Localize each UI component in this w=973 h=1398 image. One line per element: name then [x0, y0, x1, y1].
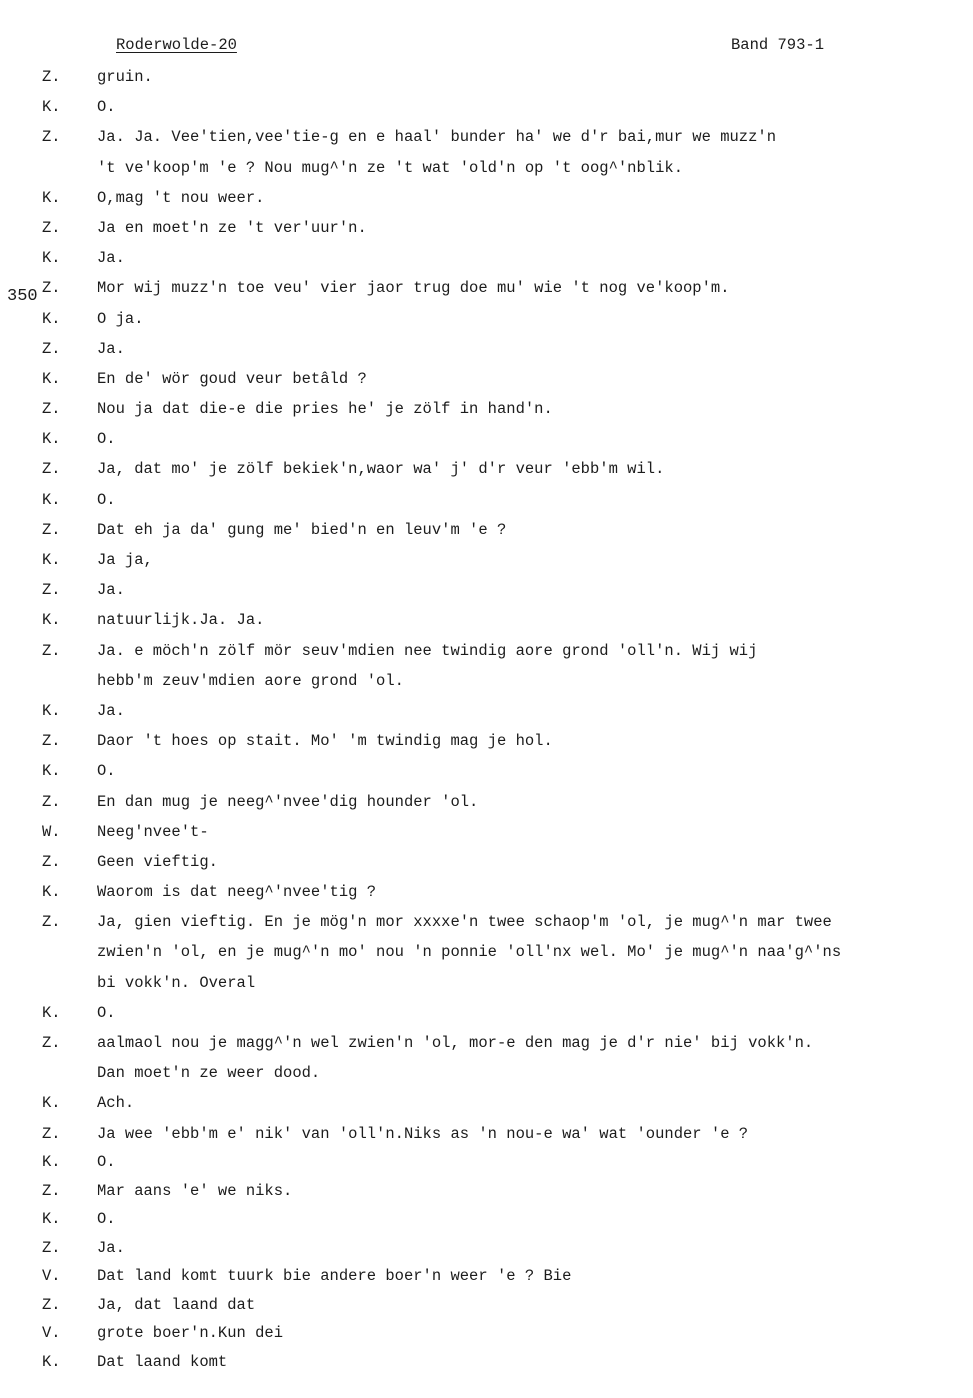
speaker-label: K. [42, 249, 61, 268]
transcript-line [0, 247, 973, 277]
speaker-label: Z. [42, 339, 61, 358]
speaker-label: Z. [42, 1181, 61, 1200]
speaker-label: K. [42, 701, 61, 720]
transcript-line [0, 640, 973, 670]
transcript-line [0, 549, 973, 579]
speaker-label: K. [42, 1210, 61, 1229]
speaker-label: K. [42, 1094, 61, 1113]
transcript-line [0, 579, 973, 609]
speaker-label: K. [42, 309, 61, 328]
transcript-line [0, 1208, 973, 1237]
transcript-line [0, 458, 973, 488]
utterance-text: Daor 't hoes op stait. Mo' 'm twindig mag je hol. [97, 732, 553, 751]
utterance-text: Geen vieftig. [97, 852, 218, 871]
transcript-line [0, 760, 973, 790]
utterance-text: Ja, gien vieftig. En je mög'n mor xxxxe'n twee schaop'm 'ol, je mug^'n mar twee [97, 913, 832, 932]
utterance-text: O. [97, 1153, 116, 1172]
speaker-label: Z. [42, 1295, 61, 1314]
utterance-text: En de' wör goud veur betâld ? [97, 369, 367, 388]
transcript-line [0, 1237, 973, 1266]
speaker-label: Z. [42, 218, 61, 237]
utterance-text: Ach. [97, 1094, 135, 1113]
transcript-line [0, 791, 973, 821]
utterance-text: O. [97, 762, 116, 781]
transcript-line [0, 1032, 973, 1062]
transcript-line [0, 881, 973, 911]
transcript-line [0, 308, 973, 338]
speaker-label: Z. [42, 520, 61, 539]
speaker-label: Z. [42, 1034, 61, 1052]
utterance-text: Ja wee 'ebb'm e' nik' van 'oll'n.Niks as 'n nou-e wa' wat 'ounder 'e ? [97, 1124, 749, 1143]
transcript-line [0, 126, 973, 156]
speaker-label: Z. [42, 128, 61, 147]
transcript-lines [0, 66, 973, 1379]
speaker-label: K. [42, 551, 61, 569]
speaker-label: K. [42, 611, 61, 630]
utterance-text: Dat laand komt [97, 1352, 228, 1371]
speaker-label: K. [42, 490, 61, 509]
utterance-text: Ja. Ja. Vee'tien,vee'tie-g en e haal' bunder ha' we d'r bai,mur we muzz'n [97, 128, 777, 147]
speaker-label: K. [42, 1153, 61, 1172]
utterance-text: Ja ja, [97, 551, 153, 569]
transcript-line [0, 66, 973, 96]
utterance-text: hebb'm zeuv'mdien aore grond 'ol. [97, 671, 404, 690]
utterance-text: Dan moet'n ze weer dood. [97, 1064, 321, 1083]
transcript-line [0, 730, 973, 760]
transcript-line [0, 519, 973, 549]
speaker-label: Z. [42, 279, 61, 298]
utterance-text: zwien'n 'ol, en je mug^'n mo' nou 'n ponnie 'oll'nx wel. Mo' je mug^'n naa'g^'ns [97, 943, 842, 962]
utterance-text: grote boer'n.Kun dei [97, 1324, 284, 1343]
utterance-text: O. [97, 98, 116, 117]
transcript-line [0, 911, 973, 941]
speaker-label: K. [42, 98, 61, 117]
transcript-line [0, 1002, 973, 1032]
speaker-label: V. [42, 1267, 61, 1286]
utterance-text: O. [97, 1210, 116, 1229]
speaker-label: V. [42, 1324, 61, 1343]
utterance-text: aalmaol nou je magg^'n wel zwien'n 'ol, mor-e den mag je d'r nie' bij vokk'n. [97, 1034, 814, 1052]
band-number: Band 793-1 [731, 36, 825, 54]
transcript-line [0, 1294, 973, 1323]
page-header [0, 36, 973, 60]
utterance-text: gruin. [97, 68, 153, 86]
utterance-text: bi vokk'n. Overal [97, 973, 256, 992]
transcript-line [0, 489, 973, 519]
transcript-line [0, 428, 973, 458]
transcript-line [0, 1123, 973, 1152]
utterance-text: O ja. [97, 309, 144, 328]
utterance-text: 't ve'koop'm 'e ? Nou mug^'n ze 't wat 'old'n op 't oog^'nblik. [97, 158, 683, 177]
speaker-label: Z. [42, 913, 61, 932]
transcript-line [0, 609, 973, 639]
utterance-text: O,mag 't nou weer. [97, 188, 265, 207]
utterance-text: Ja, dat laand dat [97, 1295, 256, 1314]
utterance-text: Ja. e möch'n zölf mör seuv'mdien nee twindig aore grond 'oll'n. Wij wij [97, 641, 758, 660]
speaker-label: W. [42, 822, 61, 841]
utterance-text: Ja, dat mo' je zölf bekiek'n,waor wa' j' d'r veur 'ebb'm wil. [97, 460, 665, 479]
transcript-line [0, 368, 973, 398]
speaker-label: K. [42, 762, 61, 781]
utterance-text: Neeg'nvee't- [97, 822, 209, 841]
speaker-label: K. [42, 430, 61, 449]
speaker-label: K. [42, 369, 61, 388]
utterance-text: Mar aans 'e' we niks. [97, 1181, 293, 1200]
speaker-label: Z. [42, 1124, 61, 1143]
utterance-text: Waorom is dat neeg^'nvee'tig ? [97, 883, 377, 902]
transcript-line [0, 821, 973, 851]
utterance-text: Ja. [97, 701, 125, 720]
transcript-line [0, 96, 973, 126]
speaker-label: Z. [42, 732, 61, 751]
transcript-line [0, 670, 973, 700]
utterance-text: O. [97, 430, 116, 449]
document-title: Roderwolde-20 [116, 36, 237, 54]
utterance-text: Ja. [97, 339, 125, 358]
speaker-label: Z. [42, 792, 61, 811]
transcript-line [0, 1151, 973, 1180]
speaker-label: K. [42, 883, 61, 902]
speaker-label: Z. [42, 852, 61, 871]
speaker-label: Z. [42, 460, 61, 479]
margin-note: 350 [7, 287, 38, 307]
transcript-line [0, 1351, 973, 1380]
speaker-label: K. [42, 1352, 61, 1371]
transcript-line [0, 217, 973, 247]
utterance-text: Ja. [97, 581, 125, 600]
utterance-text: Ja en moet'n ze 't ver'uur'n. [97, 218, 367, 237]
transcript-line [0, 972, 973, 1002]
transcript-line [0, 1092, 973, 1122]
speaker-label: Z. [42, 1238, 61, 1257]
utterance-text: Dat eh ja da' gung me' bied'n en leuv'm 'e ? [97, 520, 507, 539]
utterance-text: Nou ja dat die-e die pries he' je zölf in hand'n. [97, 400, 553, 419]
transcript-line [0, 851, 973, 881]
transcript-line [0, 1180, 973, 1209]
transcript-line [0, 1265, 973, 1294]
speaker-label: Z. [42, 641, 61, 660]
speaker-label: Z. [42, 581, 61, 600]
transcript-line [0, 277, 973, 307]
transcript-line [0, 700, 973, 730]
transcript-line [0, 187, 973, 217]
utterance-text: O. [97, 490, 116, 509]
transcript-line [0, 1322, 973, 1351]
utterance-text: Dat land komt tuurk bie andere boer'n weer 'e ? Bie [97, 1267, 572, 1286]
utterance-text: O. [97, 1003, 116, 1022]
transcript-line [0, 941, 973, 971]
speaker-label: K. [42, 1003, 61, 1022]
utterance-text: Mor wij muzz'n toe veu' vier jaor trug doe mu' wie 't nog ve'koop'm. [97, 279, 730, 298]
transcript-line [0, 338, 973, 368]
utterance-text: Ja. [97, 1238, 125, 1257]
speaker-label: Z. [42, 68, 61, 86]
speaker-label: K. [42, 188, 61, 207]
utterance-text: natuurlijk.Ja. Ja. [97, 611, 265, 630]
transcript-line [0, 157, 973, 187]
utterance-text: Ja. [97, 249, 125, 268]
speaker-label: Z. [42, 400, 61, 419]
transcript-line [0, 398, 973, 428]
transcript-line [0, 1062, 973, 1092]
utterance-text: En dan mug je neeg^'nvee'dig hounder 'ol. [97, 792, 479, 811]
